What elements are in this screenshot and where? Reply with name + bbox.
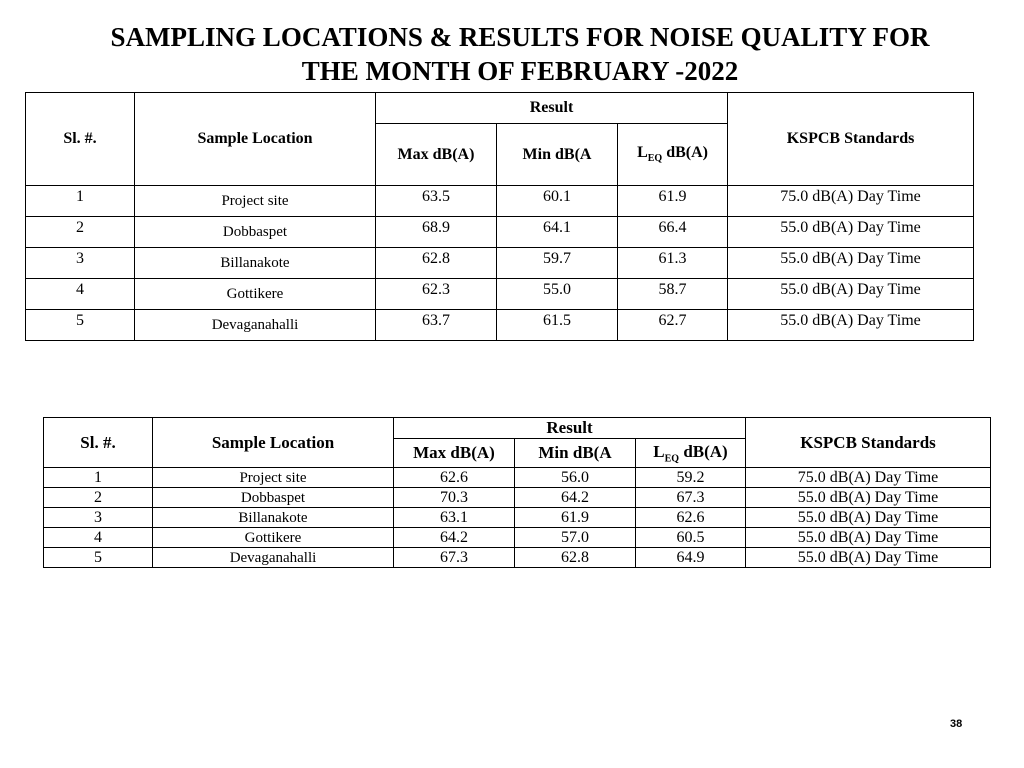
cell-leq: 64.9 bbox=[636, 548, 746, 568]
cell-standard: 55.0 dB(A) Day Time bbox=[728, 279, 974, 310]
cell-leq: 62.6 bbox=[636, 508, 746, 528]
cell-max: 67.3 bbox=[394, 548, 515, 568]
table-row bbox=[26, 279, 974, 310]
table-row bbox=[44, 528, 991, 548]
cell-location: Project site bbox=[153, 468, 394, 488]
cell-location: Billanakote bbox=[153, 508, 394, 528]
cell-min: 64.1 bbox=[497, 217, 618, 248]
cell-sl: 4 bbox=[44, 528, 153, 548]
cell-standard: 55.0 dB(A) Day Time bbox=[746, 548, 991, 568]
cell-max: 63.5 bbox=[376, 186, 497, 217]
header-leq: $L_{EQ}$ dB(A) bbox=[636, 439, 746, 468]
cell-location: Gottikere bbox=[153, 528, 394, 548]
table-row bbox=[44, 488, 991, 508]
cell-sl: 5 bbox=[44, 548, 153, 568]
cell-min: 61.5 bbox=[497, 310, 618, 341]
cell-max: 63.1 bbox=[394, 508, 515, 528]
cell-location: Billanakote bbox=[135, 248, 376, 279]
cell-location: Dobbaspet bbox=[153, 488, 394, 508]
header-max: Max dB(A) bbox=[394, 439, 515, 468]
cell-max: 68.9 bbox=[376, 217, 497, 248]
cell-min: 62.8 bbox=[515, 548, 636, 568]
cell-location: Gottikere bbox=[135, 279, 376, 310]
cell-sl: 3 bbox=[44, 508, 153, 528]
page-number: 38 bbox=[950, 718, 963, 730]
cell-sl: 1 bbox=[44, 468, 153, 488]
table-row bbox=[26, 310, 974, 341]
header-result: Result bbox=[394, 418, 746, 439]
table-row bbox=[26, 217, 974, 248]
cell-sl: 1 bbox=[26, 186, 135, 217]
table-row bbox=[26, 248, 974, 279]
cell-standard: 55.0 dB(A) Day Time bbox=[728, 248, 974, 279]
table-row bbox=[26, 186, 974, 217]
table-row bbox=[44, 468, 991, 488]
noise-results-table-2 bbox=[43, 417, 991, 568]
cell-sl: 2 bbox=[44, 488, 153, 508]
cell-max: 62.6 bbox=[394, 468, 515, 488]
title-line-2: THE MONTH OF FEBRUARY -2022 bbox=[301, 56, 739, 86]
noise-results-table-1 bbox=[25, 92, 974, 341]
cell-min: 61.9 bbox=[515, 508, 636, 528]
table-row bbox=[44, 548, 991, 568]
header-sample-location: Sample Location bbox=[153, 418, 394, 468]
header-sl: Sl. #. bbox=[44, 418, 153, 468]
header-leq: $L_{EQ}$ dB(A) bbox=[618, 124, 728, 186]
cell-max: 70.3 bbox=[394, 488, 515, 508]
cell-sl: 3 bbox=[26, 248, 135, 279]
cell-standard: 55.0 dB(A) Day Time bbox=[746, 508, 991, 528]
cell-standard: 55.0 dB(A) Day Time bbox=[728, 310, 974, 341]
header-kspcb-standards: KSPCB Standards bbox=[728, 93, 974, 186]
cell-sl: 4 bbox=[26, 279, 135, 310]
cell-min: 56.0 bbox=[515, 468, 636, 488]
cell-min: 59.7 bbox=[497, 248, 618, 279]
cell-min: 64.2 bbox=[515, 488, 636, 508]
cell-location: Devaganahalli bbox=[153, 548, 394, 568]
cell-min: 57.0 bbox=[515, 528, 636, 548]
cell-leq: 62.7 bbox=[618, 310, 728, 341]
title-line-1: SAMPLING LOCATIONS & RESULTS FOR NOISE QUALITY FOR bbox=[110, 22, 930, 52]
header-sample-location: Sample Location bbox=[135, 93, 376, 186]
table-row bbox=[44, 508, 991, 528]
header-min: Min dB(A bbox=[497, 124, 618, 186]
header-max: Max dB(A) bbox=[376, 124, 497, 186]
cell-leq: 66.4 bbox=[618, 217, 728, 248]
cell-min: 55.0 bbox=[497, 279, 618, 310]
cell-standard: 75.0 dB(A) Day Time bbox=[728, 186, 974, 217]
cell-max: 63.7 bbox=[376, 310, 497, 341]
cell-leq: 60.5 bbox=[636, 528, 746, 548]
cell-location: Project site bbox=[135, 186, 376, 217]
cell-standard: 55.0 dB(A) Day Time bbox=[728, 217, 974, 248]
page-title bbox=[40, 20, 1000, 88]
cell-leq: 61.9 bbox=[618, 186, 728, 217]
cell-location: Dobbaspet bbox=[135, 217, 376, 248]
cell-min: 60.1 bbox=[497, 186, 618, 217]
cell-location: Devaganahalli bbox=[135, 310, 376, 341]
header-sl: Sl. #. bbox=[26, 93, 135, 186]
cell-standard: 75.0 dB(A) Day Time bbox=[746, 468, 991, 488]
cell-standard: 55.0 dB(A) Day Time bbox=[746, 528, 991, 548]
cell-leq: 58.7 bbox=[618, 279, 728, 310]
cell-sl: 2 bbox=[26, 217, 135, 248]
header-result: Result bbox=[376, 93, 728, 124]
header-kspcb-standards: KSPCB Standards bbox=[746, 418, 991, 468]
cell-sl: 5 bbox=[26, 310, 135, 341]
cell-max: 64.2 bbox=[394, 528, 515, 548]
cell-max: 62.3 bbox=[376, 279, 497, 310]
cell-max: 62.8 bbox=[376, 248, 497, 279]
cell-leq: 59.2 bbox=[636, 468, 746, 488]
header-min: Min dB(A bbox=[515, 439, 636, 468]
cell-standard: 55.0 dB(A) Day Time bbox=[746, 488, 991, 508]
cell-leq: 61.3 bbox=[618, 248, 728, 279]
cell-leq: 67.3 bbox=[636, 488, 746, 508]
